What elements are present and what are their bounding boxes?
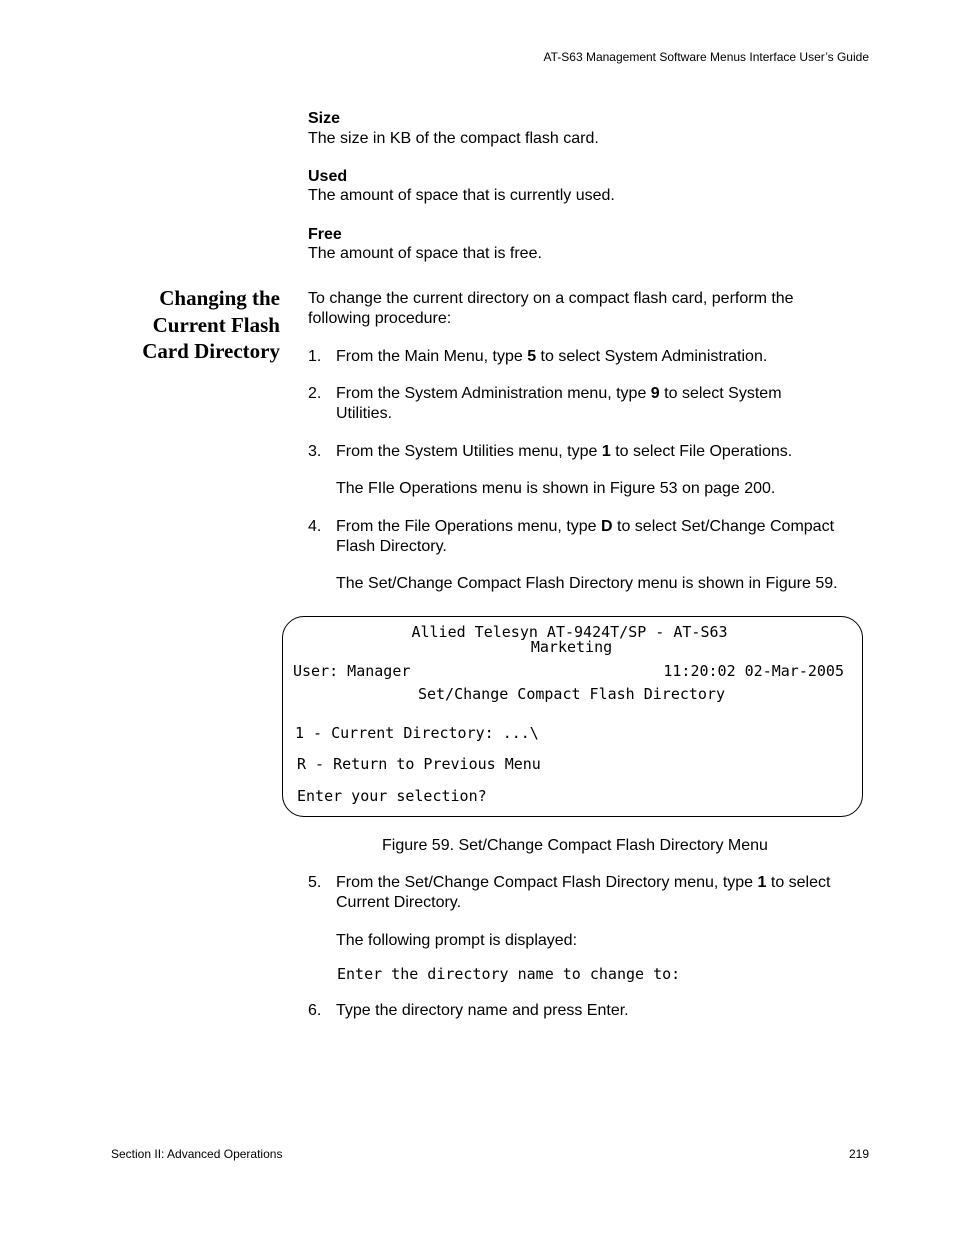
desc-size: The size in KB of the compact flash card. — [308, 130, 599, 147]
term-free: Free — [308, 226, 342, 243]
step-text: to select Set/Change Compact — [612, 518, 835, 535]
intro-line: To change the current directory on a compact flash card, perform the — [308, 290, 794, 307]
page-number: 219 — [848, 1147, 869, 1161]
step-6: Type the directory name and press Enter. — [336, 1002, 629, 1019]
step-key: D — [601, 518, 613, 535]
step-text: From the System Utilities menu, type — [336, 443, 602, 460]
step-key: 9 — [650, 385, 660, 402]
step-key: 1 — [601, 443, 611, 460]
step-text: to select File Operations. — [610, 443, 793, 460]
step-number: 3. — [308, 443, 322, 460]
figure-caption: Figure 59. Set/Change Compact Flash Directory Menu — [382, 837, 768, 854]
directory-prompt: Enter the directory name to change to: — [337, 965, 681, 983]
term-size: Size — [308, 110, 341, 127]
screen-user: User: Manager — [293, 662, 411, 680]
section-title-line: Card Directory — [142, 339, 280, 363]
step-5-note: The following prompt is displayed: — [336, 932, 578, 949]
step-text: From the File Operations menu, type — [336, 518, 601, 535]
step-3-note: The FIle Operations menu is shown in Figure 53 on page 200. — [336, 480, 776, 497]
screen-menu-title-text: Set/Change Compact Flash Directory — [417, 685, 726, 703]
step-number: 1. — [308, 348, 322, 365]
section-title-line: Changing the — [159, 286, 280, 310]
step-number: 5. — [308, 874, 322, 891]
step-key: 1 — [757, 874, 767, 891]
step-3 — [336, 442, 792, 462]
step-4-note: The Set/Change Compact Flash Directory menu is shown in Figure 59. — [336, 575, 838, 592]
term-used: Used — [308, 168, 348, 185]
screen-option-1: 1 - Current Directory: ...\ — [295, 724, 539, 742]
screen-title-text: Allied Telesyn AT-9424T/SP - AT-S63 — [411, 623, 728, 641]
step-key: 5 — [527, 348, 537, 365]
step-number: 6. — [308, 1002, 322, 1019]
step-text: From the Main Menu, type — [336, 348, 528, 365]
running-header: AT-S63 Management Software Menus Interface User’s Guide — [543, 50, 869, 64]
step-4 — [336, 517, 834, 557]
screen-datetime: 11:20:02 02-Mar-2005 — [663, 662, 844, 680]
screen-subtitle-text: Marketing — [530, 638, 613, 656]
screen-prompt: Enter your selection? — [297, 787, 487, 805]
step-text: From the System Administration menu, type — [336, 385, 651, 402]
desc-free: The amount of space that is free. — [308, 245, 542, 262]
step-text: Utilities. — [336, 405, 393, 422]
step-text: to select System Administration. — [536, 348, 768, 365]
step-text: From the Set/Change Compact Flash Directory menu, type — [336, 874, 758, 891]
step-text: Flash Directory. — [336, 538, 447, 555]
step-text: to select — [766, 874, 831, 891]
step-5 — [336, 873, 830, 913]
footer-section: Section II: Advanced Operations — [111, 1147, 283, 1161]
intro-line: following procedure: — [308, 310, 452, 327]
step-text: Current Directory. — [336, 894, 462, 911]
step-2 — [336, 384, 782, 424]
desc-used: The amount of space that is currently used. — [308, 187, 615, 204]
step-text: to select System — [659, 385, 782, 402]
step-number: 4. — [308, 518, 322, 535]
screen-menu-title — [282, 685, 861, 703]
section-title-line: Current Flash — [152, 312, 280, 337]
intro-paragraph — [308, 289, 794, 329]
screen-subtitle — [282, 638, 861, 656]
step-1 — [336, 347, 767, 367]
step-number: 2. — [308, 385, 322, 402]
section-title — [80, 285, 280, 365]
screen-option-r: R - Return to Previous Menu — [297, 755, 541, 773]
